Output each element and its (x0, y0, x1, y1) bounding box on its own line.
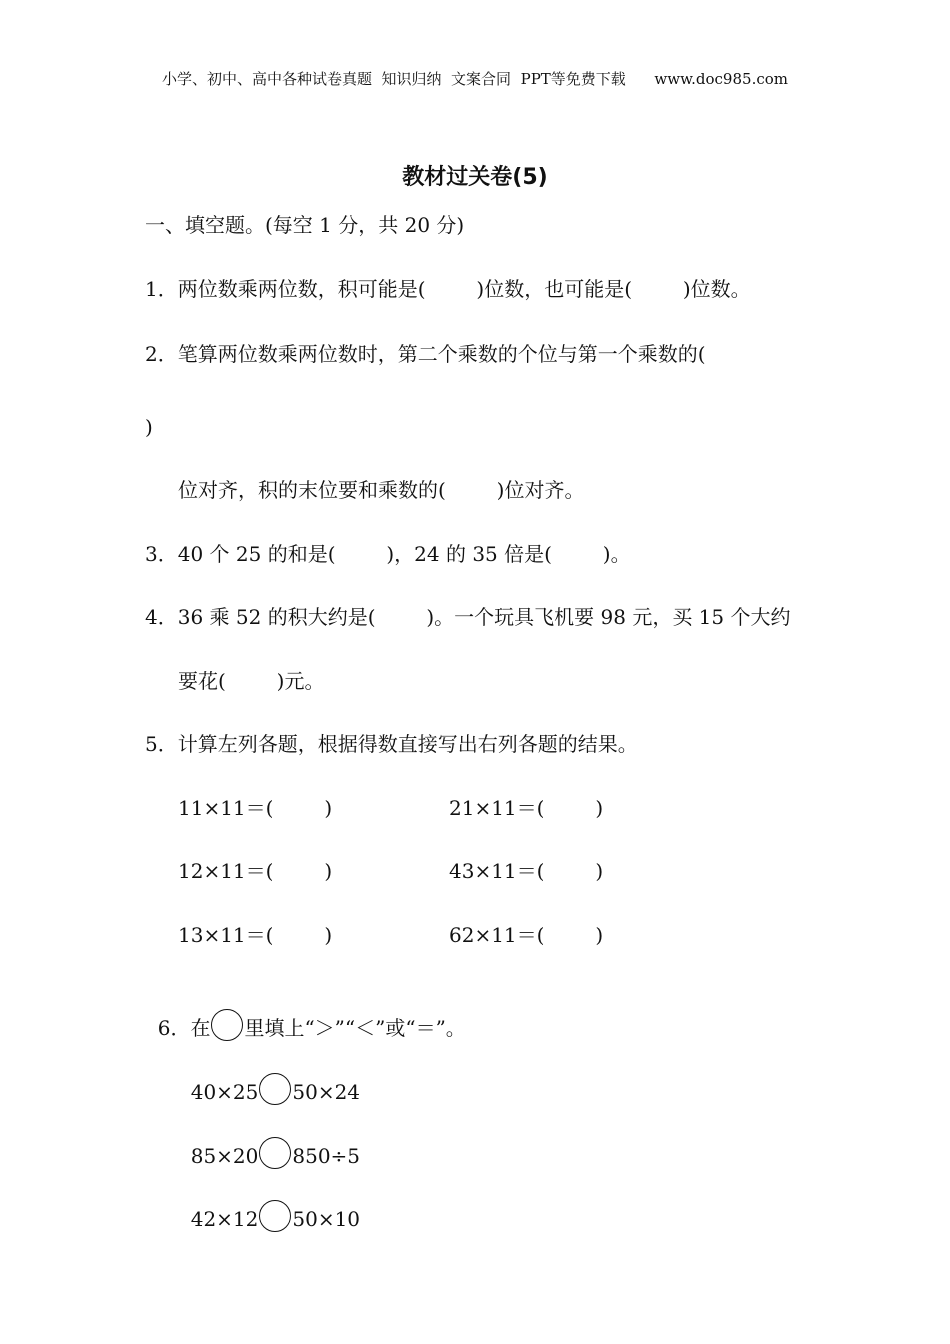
q6-item (178, 1109, 360, 1170)
question-3: 3．40 个 25 的和是( )，24 的 35 倍是( )。 (145, 542, 631, 566)
question-2-line-1: 2．笔算两位数乘两位数时，第二个乘数的个位与第一个乘数的( (145, 342, 706, 366)
question-6 (145, 981, 466, 1042)
q6-item-left: 42×12 (190, 1207, 259, 1231)
q6-prefix: 6．在 (157, 1016, 211, 1040)
q6-item-left: 85×20 (190, 1144, 259, 1168)
q6-suffix: 里填上“＞”“＜”或“＝”。 (244, 1016, 466, 1040)
q6-item-right: 50×10 (292, 1207, 361, 1231)
q6-item (178, 1045, 360, 1106)
answer-circle (211, 1009, 243, 1041)
answer-circle[interactable] (259, 1137, 291, 1169)
page-title: 教材过关卷(5) (402, 165, 548, 190)
page-header: 小学、初中、高中各种试卷真题 知识归纳 文案合同 PPT等免费下载 www.doc985.com (161, 70, 788, 88)
question-4-line-1: 4．36 乘 52 的积大约是( )。一个玩具飞机要 98 元，买 15 个大约 (145, 605, 791, 629)
question-4-line-2: 要花( )元。 (178, 669, 325, 693)
q5-left-item: 11×11＝( ) (178, 796, 333, 820)
question-2-line-3: 位对齐，积的末位要和乘数的( )位对齐。 (178, 478, 585, 502)
q5-left-item: 12×11＝( ) (178, 859, 333, 883)
question-2-line-2: ) (145, 415, 153, 439)
q5-right-item: 21×11＝( ) (449, 796, 604, 820)
q6-item-right: 850÷5 (292, 1144, 361, 1168)
answer-circle[interactable] (259, 1073, 291, 1105)
q6-item (178, 1172, 360, 1233)
answer-circle[interactable] (259, 1200, 291, 1232)
section-heading: 一、填空题。(每空 1 分，共 20 分) (145, 213, 465, 237)
q5-right-item: 43×11＝( ) (449, 859, 604, 883)
q6-item-left: 40×25 (190, 1080, 259, 1104)
q6-item-right: 50×24 (292, 1080, 361, 1104)
question-5: 5．计算左列各题，根据得数直接写出右列各题的结果。 (145, 732, 638, 756)
q5-right-item: 62×11＝( ) (449, 923, 604, 947)
q5-left-item: 13×11＝( ) (178, 923, 333, 947)
question-1: 1．两位数乘两位数，积可能是( )位数，也可能是( )位数。 (145, 277, 751, 301)
